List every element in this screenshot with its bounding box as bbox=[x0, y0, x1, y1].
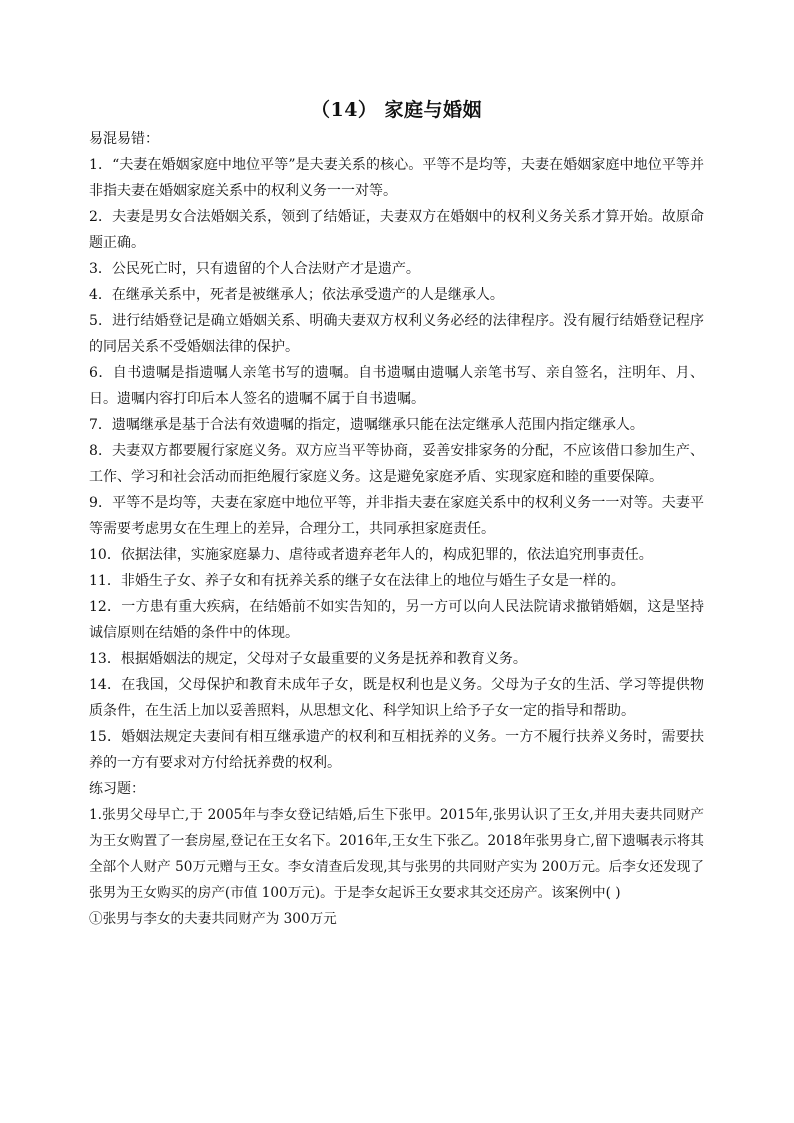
confusion-item: 4．在继承关系中，死者是被继承人；依法承受遗产的人是继承人。 bbox=[89, 287, 504, 303]
exercise-option: ①张男与李女的夫妻共同财产为 300万元 bbox=[89, 911, 337, 927]
exercises-list bbox=[89, 802, 704, 932]
confusion-item: 5．进行结婚登记是确立婚姻关系、明确夫妻双方权利义务必经的法律程序。没有履行结婚登记程序的同居关系不受婚姻法律的保护。 bbox=[89, 313, 704, 355]
confusion-item: 14．在我国，父母保护和教育未成年子女，既是权利也是义务。父母为子女的生活、学习等提供物质条件，在生活上加以妥善照料，从思想文化、科学知识上给予子女一定的指导和帮助。 bbox=[89, 677, 704, 719]
document-title: （14） 家庭与婚姻 bbox=[310, 99, 483, 121]
confusion-item: 8．夫妻双方都要履行家庭义务。双方应当平等协商，妥善安排家务的分配，不应该借口参加生产、工作、学习和社会活动而拒绝履行家庭义务。这是避免家庭矛盾、实现家庭和睦的重要保障。 bbox=[89, 443, 704, 485]
confusion-item: 12．一方患有重大疾病，在结婚前不如实告知的，另一方可以向人民法院请求撤销婚姻，这是坚持诚信原则在结婚的条件中的体现。 bbox=[89, 599, 704, 641]
exercise-question: 1.张男父母早亡,于 2005年与李女登记结婚,后生下张甲。2015年,张男认识了王女,并用夫妻共同财产为王女购置了一套房屋,登记在王女名下。2016年,王女生下张乙。2018年张男身亡,留下遗嘱表示将其全部个人财产 50万元赠与王女。李女清查后发现,其与张男的共同财产实为 200万元。后李女还发现了张男为王女购买的房产(市值 100万元)。于是李女起诉王女要求其交还房产。该案例中( ) bbox=[89, 807, 704, 901]
confusion-item: 2．夫妻是男女合法婚姻关系，领到了结婚证，夫妻双方在婚姻中的权利义务关系才算开始。故原命题正确。 bbox=[89, 209, 704, 251]
exercises-heading: 练习题： bbox=[89, 781, 145, 797]
confusion-item: 13．根据婚姻法的规定，父母对子女最重要的义务是抚养和教育义务。 bbox=[89, 651, 527, 667]
confusion-item: 1．“夫妻在婚姻家庭中地位平等”是夫妻关系的核心。平等不是均等，夫妻在婚姻家庭中地位平等并非指夫妻在婚姻家庭关系中的权利义务一一对等。 bbox=[89, 157, 704, 199]
confusion-item: 11．非婚生子女、养子女和有抚养关系的继子女在法律上的地位与婚生子女是一样的。 bbox=[89, 573, 625, 589]
confusions-heading: 易混易错： bbox=[89, 131, 159, 147]
confusion-item: 3．公民死亡时，只有遗留的个人合法财产才是遗产。 bbox=[89, 261, 420, 277]
confusion-item: 6．自书遗嘱是指遗嘱人亲笔书写的遗嘱。自书遗嘱由遗嘱人亲笔书写、亲自签名，注明年、月、日。遗嘱内容打印后本人签名的遗嘱不属于自书遗嘱。 bbox=[89, 365, 704, 407]
document-page bbox=[89, 96, 704, 932]
confusion-item: 10．依据法律，实施家庭暴力、虐待或者遗弃老年人的，构成犯罪的，依法追究刑事责任。 bbox=[89, 547, 653, 563]
confusion-item: 15．婚姻法规定夫妻间有相互继承遗产的权利和互相抚养的义务。一方不履行扶养义务时，需要扶养的一方有要求对方付给抚养费的权利。 bbox=[89, 729, 704, 771]
confusions-list bbox=[89, 152, 704, 776]
confusion-item: 9．平等不是均等，夫妻在家庭中地位平等，并非指夫妻在家庭关系中的权利义务一一对等。夫妻平等需要考虑男女在生理上的差异，合理分工，共同承担家庭责任。 bbox=[89, 495, 704, 537]
confusion-item: 7．遗嘱继承是基于合法有效遗嘱的指定，遗嘱继承只能在法定继承人范围内指定继承人。 bbox=[89, 417, 644, 433]
